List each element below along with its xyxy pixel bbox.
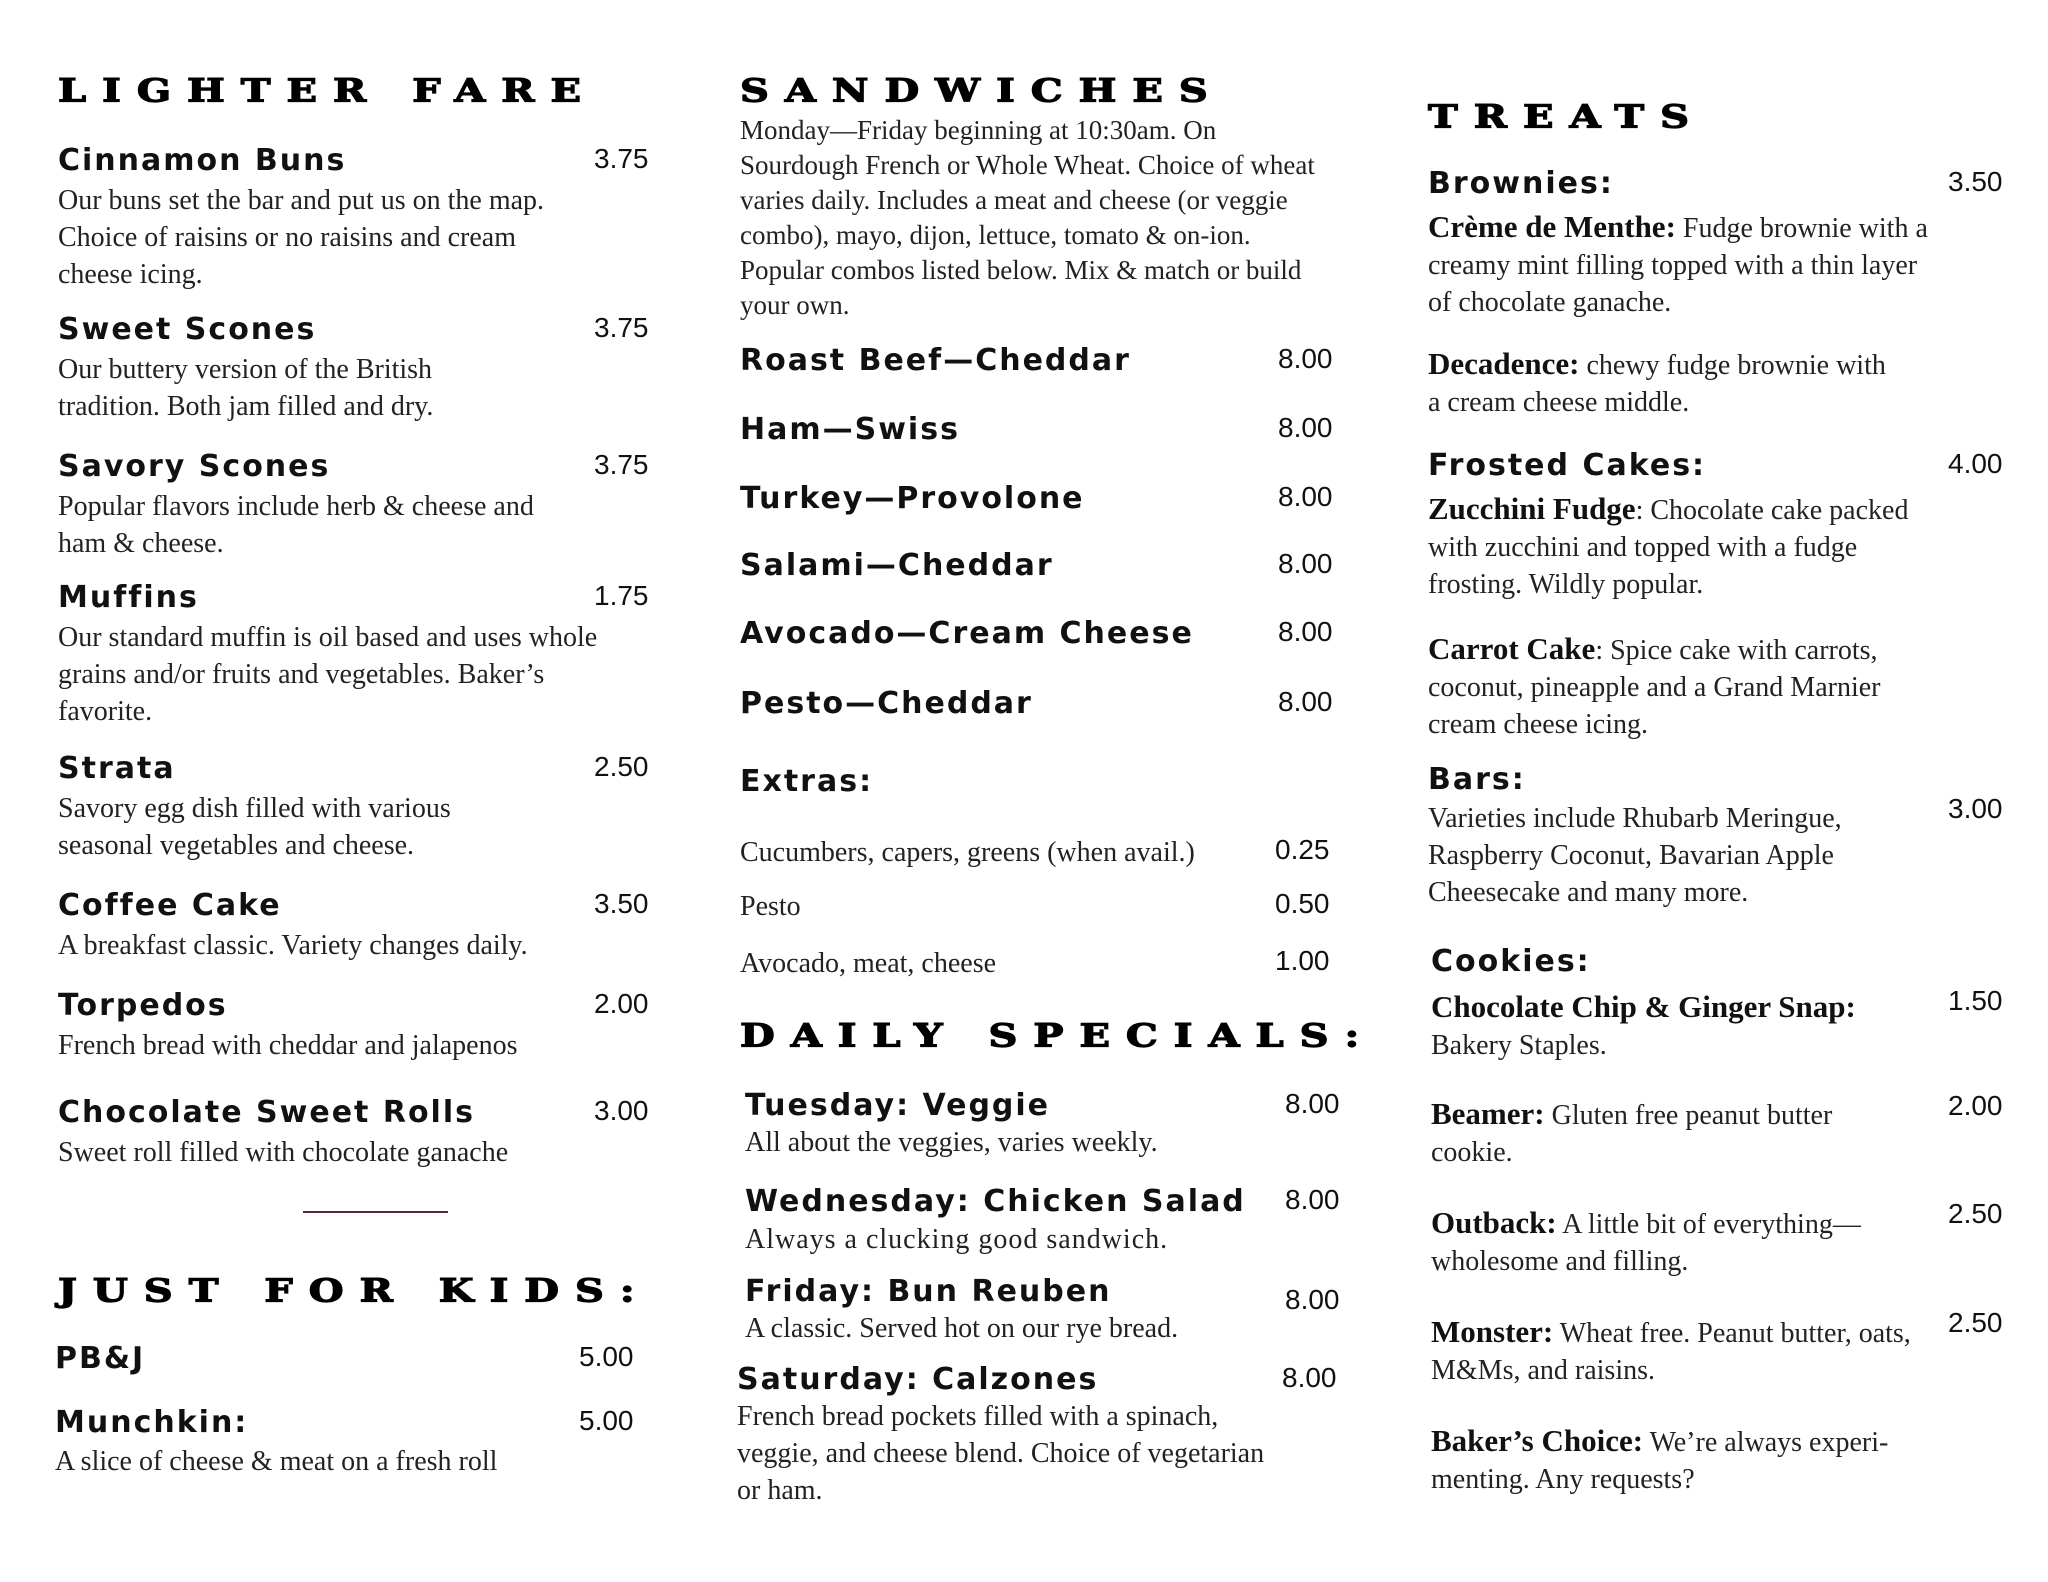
item-description: Savory egg dish filled with various seasonal vegetables and cheese. (58, 793, 451, 861)
treat-creme-de-menthe: Crème de Menthe: Fudge brownie with a creamy mint filling topped with a thin layer of chocolate ganache. (1428, 209, 1928, 318)
item-name: PB&J (55, 1341, 146, 1376)
treat-zucchini-fudge: Zucchini Fudge: Chocolate cake packed with zucchini and topped with a fudge frosting. Wildly popular. (1428, 491, 1909, 600)
item-price: 8.00 (1278, 548, 1333, 579)
item-price: 3.00 (594, 1095, 649, 1126)
treats-heading: TREATS (1428, 98, 1705, 136)
item-price: 8.00 (1278, 412, 1333, 443)
item-name: Tuesday: Veggie (745, 1088, 1051, 1123)
daily-specials-heading: DAILY SPECIALS: (740, 1017, 1376, 1055)
item-price: 8.00 (1282, 1362, 1337, 1393)
item-name: Wednesday: Chicken Salad (745, 1184, 1246, 1219)
item-name: Munchkin: (55, 1405, 249, 1440)
item-description: Sweet roll filled with chocolate ganache (58, 1137, 509, 1168)
item-description: Our buttery version of the British tradition. Both jam filled and dry. (58, 354, 434, 422)
item-name: Strata (58, 751, 176, 786)
treat-decadence: Decadence: chewy fudge brownie with a cream cheese middle. (1428, 346, 1886, 418)
item-price: 8.00 (1278, 616, 1333, 647)
item-description: A slice of cheese & meat on a fresh roll (55, 1446, 498, 1477)
item-price: 1.75 (594, 580, 649, 611)
item-name: Turkey—Provolone (740, 481, 1085, 516)
item-price: 2.00 (594, 988, 649, 1019)
item-description: Our buns set the bar and put us on the map. Choice of raisins or no raisins and cream cheese icing. (58, 185, 545, 290)
item-name: Saturday: Calzones (737, 1362, 1099, 1397)
extra-name: Avocado, meat, cheese (740, 948, 997, 979)
item-name: Roast Beef—Cheddar (740, 343, 1131, 378)
item-name: Salami—Cheddar (740, 548, 1054, 583)
item-name: Sweet Scones (58, 312, 317, 347)
item-description: French bread with cheddar and jalapenos (58, 1030, 518, 1061)
item-price: 8.00 (1285, 1088, 1340, 1119)
extra-price: 0.25 (1275, 834, 1330, 865)
treat-carrot-cake: Carrot Cake: Spice cake with carrots, coconut, pineapple and a Grand Marnier cream cheese icing. (1428, 631, 1881, 740)
extra-name: Pesto (740, 891, 801, 922)
item-description: All about the veggies, varies weekly. (745, 1127, 1158, 1158)
section-divider (303, 1211, 448, 1213)
extra-price: 0.50 (1275, 888, 1330, 919)
item-description: Popular flavors include herb & cheese and ham & cheese. (58, 491, 534, 559)
item-name: Avocado—Cream Cheese (740, 616, 1194, 651)
cookie-outback: Outback: A little bit of everything—wholesome and filling. (1431, 1205, 1861, 1277)
item-description: A breakfast classic. Variety changes daily. (58, 930, 528, 961)
category-label: Cookies: (1431, 944, 1591, 979)
item-price: 2.50 (594, 751, 649, 782)
category-label: Frosted Cakes: (1428, 448, 1707, 483)
just-for-kids-heading: JUST FOR KIDS: (58, 1272, 651, 1310)
item-description: A classic. Served hot on our rye bread. (745, 1313, 1179, 1344)
item-name: Cinnamon Buns (58, 143, 347, 178)
item-price: 8.00 (1278, 481, 1333, 512)
lighter-fare-heading: LIGHTER FARE (58, 72, 598, 110)
item-name: Savory Scones (58, 449, 331, 484)
sandwiches-intro: Monday—Friday beginning at 10:30am. On Sourdough French or Whole Wheat. Choice of wheat varies daily. Includes a meat and cheese (or veggie combo), mayo, dijon, lettuce, tomato & on-ion. Popular combos listed below. Mix & match or build your own. (740, 115, 1315, 320)
item-price: 8.00 (1285, 1184, 1340, 1215)
cookie-price: 2.50 (1948, 1198, 2003, 1229)
item-description: Always a clucking good sandwich. (745, 1224, 1169, 1255)
sandwiches-heading: SANDWICHES (740, 72, 1224, 110)
item-price: 5.00 (579, 1405, 634, 1436)
item-name: Chocolate Sweet Rolls (58, 1095, 475, 1130)
cookie-price: 2.00 (1948, 1090, 2003, 1121)
item-name: Muffins (58, 580, 199, 615)
item-price: 3.75 (594, 143, 649, 174)
item-price: 8.00 (1278, 343, 1333, 374)
extras-label: Extras: (740, 764, 874, 799)
item-name: Coffee Cake (58, 888, 282, 923)
item-price: 3.50 (594, 888, 649, 919)
cookie-bakers-choice: Baker’s Choice: We’re always experi-menting. Any requests? (1431, 1423, 1889, 1495)
category-price: 3.00 (1948, 793, 2003, 824)
item-description: French bread pockets filled with a spinach, veggie, and cheese blend. Choice of vegetarian or ham. (737, 1401, 1265, 1506)
item-name: Ham—Swiss (740, 412, 960, 447)
category-label: Brownies: (1428, 166, 1614, 201)
cookie-monster: Monster: Wheat free. Peanut butter, oats, M&Ms, and raisins. (1431, 1314, 1911, 1386)
item-name: Pesto—Cheddar (740, 686, 1033, 721)
cookie-price: 2.50 (1948, 1307, 2003, 1338)
item-name: Friday: Bun Reuben (745, 1274, 1112, 1309)
item-price: 5.00 (579, 1341, 634, 1372)
item-description: Our standard muffin is oil based and uses whole grains and/or fruits and vegetables. Baker’s favorite. (58, 622, 598, 727)
item-name: Torpedos (58, 988, 228, 1023)
item-price: 8.00 (1285, 1284, 1340, 1315)
category-label: Bars: (1428, 762, 1526, 797)
cookie-chocolate-chip-ginger-snap: Chocolate Chip & Ginger Snap: Bakery Staples. (1431, 989, 1856, 1061)
category-price: 4.00 (1948, 448, 2003, 479)
cookie-price: 1.50 (1948, 985, 2003, 1016)
item-price: 3.75 (594, 449, 649, 480)
item-price: 8.00 (1278, 686, 1333, 717)
extra-price: 1.00 (1275, 945, 1330, 976)
bars-description: Varieties include Rhubarb Meringue, Raspberry Coconut, Bavarian Apple Cheesecake and many more. (1428, 803, 1842, 908)
item-price: 3.75 (594, 312, 649, 343)
category-price: 3.50 (1948, 166, 2003, 197)
extra-name: Cucumbers, capers, greens (when avail.) (740, 837, 1195, 868)
cookie-beamer: Beamer: Gluten free peanut butter cookie. (1431, 1096, 1833, 1168)
